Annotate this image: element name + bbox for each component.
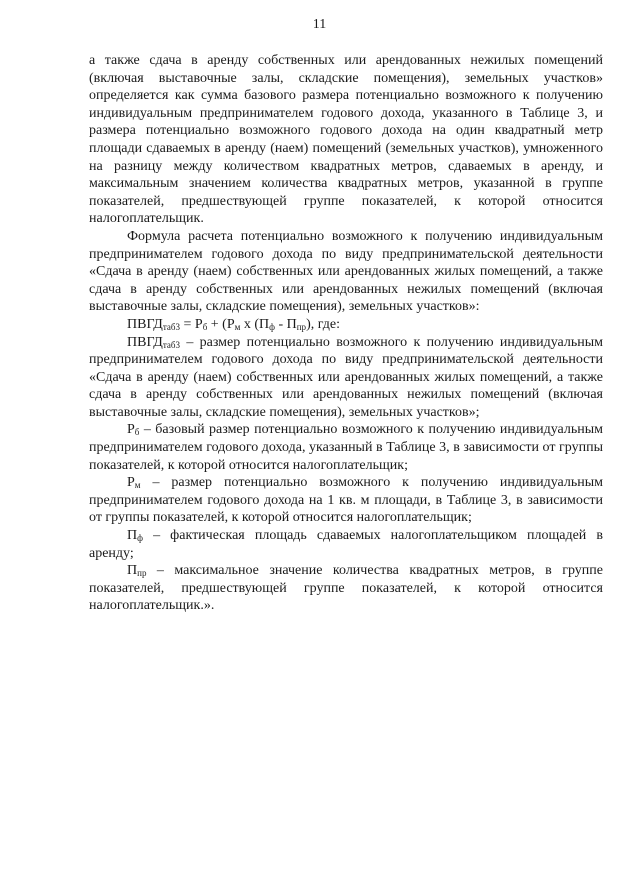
- definition-symbol-sub: м: [134, 480, 141, 491]
- formula-ppr-sub: пр: [296, 321, 307, 332]
- page-number: 11: [312, 17, 327, 32]
- definition-ppr: [89, 562, 603, 615]
- definition-symbol: П: [127, 528, 138, 544]
- definition-symbol: ПВГД: [127, 334, 163, 350]
- definition-symbol-sub: б: [134, 427, 140, 438]
- formula-rb-sub: б: [202, 321, 208, 332]
- definition-text: – максимальное значение количества квадратных метров, в группе показателей, предшествующей группе показателей, к которой относится налогоплательщик.».: [89, 563, 603, 614]
- formula-lhs: ПВГД: [127, 316, 163, 332]
- definition-text: – фактическая площадь сдаваемых налогоплательщиком площадей в аренду;: [89, 528, 603, 561]
- definition-text: – базовый размер потенциально возможного к получению индивидуальным предпринимателем годового дохода, указанный в Таблице 3, в зависимости от группы показателей, к которой относится налогоплательщик;: [89, 422, 603, 473]
- definition-pvgd: [89, 334, 603, 422]
- formula: [89, 316, 603, 334]
- formula-plus: + (Р: [207, 316, 235, 332]
- paragraph-continuation: а также сдача в аренду собственных или арендованных нежилых помещений (включая выставочные залы, складские помещения), земельных участков» определяется как сумма базового размера потенциально возможного к получению индивидуальным предпринимателем годового дохода, указанного в Таблице 3, и размера потенциально возможного годового дохода на один квадратный метр площади сдаваемых в аренду (наем) помещений (земельных участков), умноженного на разницу между количеством квадратных метров, сдаваемых в аренду, и максимальным значением количества квадратных метров, указанной в группе показателей, предшествующей группе показателей, к которой относится налогоплательщик.: [89, 53, 603, 227]
- formula-lhs-sub: таб3: [162, 321, 180, 332]
- paragraph-formula-intro: Формула расчета потенциально возможного к получению индивидуальным предпринимателем годового дохода по виду предпринимательской деятельности «Сдача в аренду (наем) собственных или арендованных жилых помещений, а также сдача в аренду собственных или арендованных нежилых помещений (включая выставочные залы, складские помещения), земельных участков»:: [89, 228, 603, 315]
- definition-symbol-sub: пр: [137, 568, 147, 579]
- formula-rm-sub: м: [234, 321, 241, 332]
- formula-times: х (П: [240, 316, 270, 332]
- definition-symbol: Р: [127, 422, 135, 438]
- definition-rb: [89, 421, 603, 474]
- document-body: [89, 52, 603, 615]
- definition-symbol-sub: таб3: [162, 339, 180, 350]
- definition-text: – размер потенциально возможного к получению индивидуальным предпринимателем годового дохода на 1 кв. м площади, в Таблице 3, в зависимости от группы показателей, к которой относится налогоплательщик;: [89, 475, 603, 526]
- formula-minus: - П: [274, 316, 297, 332]
- formula-end: ), где:: [306, 316, 340, 332]
- definition-symbol: Р: [127, 475, 135, 491]
- definition-symbol: П: [127, 563, 138, 579]
- formula-pf-sub: ф: [269, 321, 275, 332]
- formula-eq: = Р: [180, 316, 203, 332]
- definition-symbol-sub: ф: [137, 533, 143, 544]
- definition-pf: [89, 527, 603, 562]
- definition-rm: [89, 474, 603, 527]
- definition-text: – размер потенциально возможного к получению индивидуальным предпринимателем годового дохода по виду предпринимательской деятельности «Сдача в аренду (наем) собственных или арендованных жилых помещений, а также сдача в аренду собственных или арендованных нежилых помещений (включая выставочные залы, складские помещения), земельных участков»;: [89, 334, 603, 420]
